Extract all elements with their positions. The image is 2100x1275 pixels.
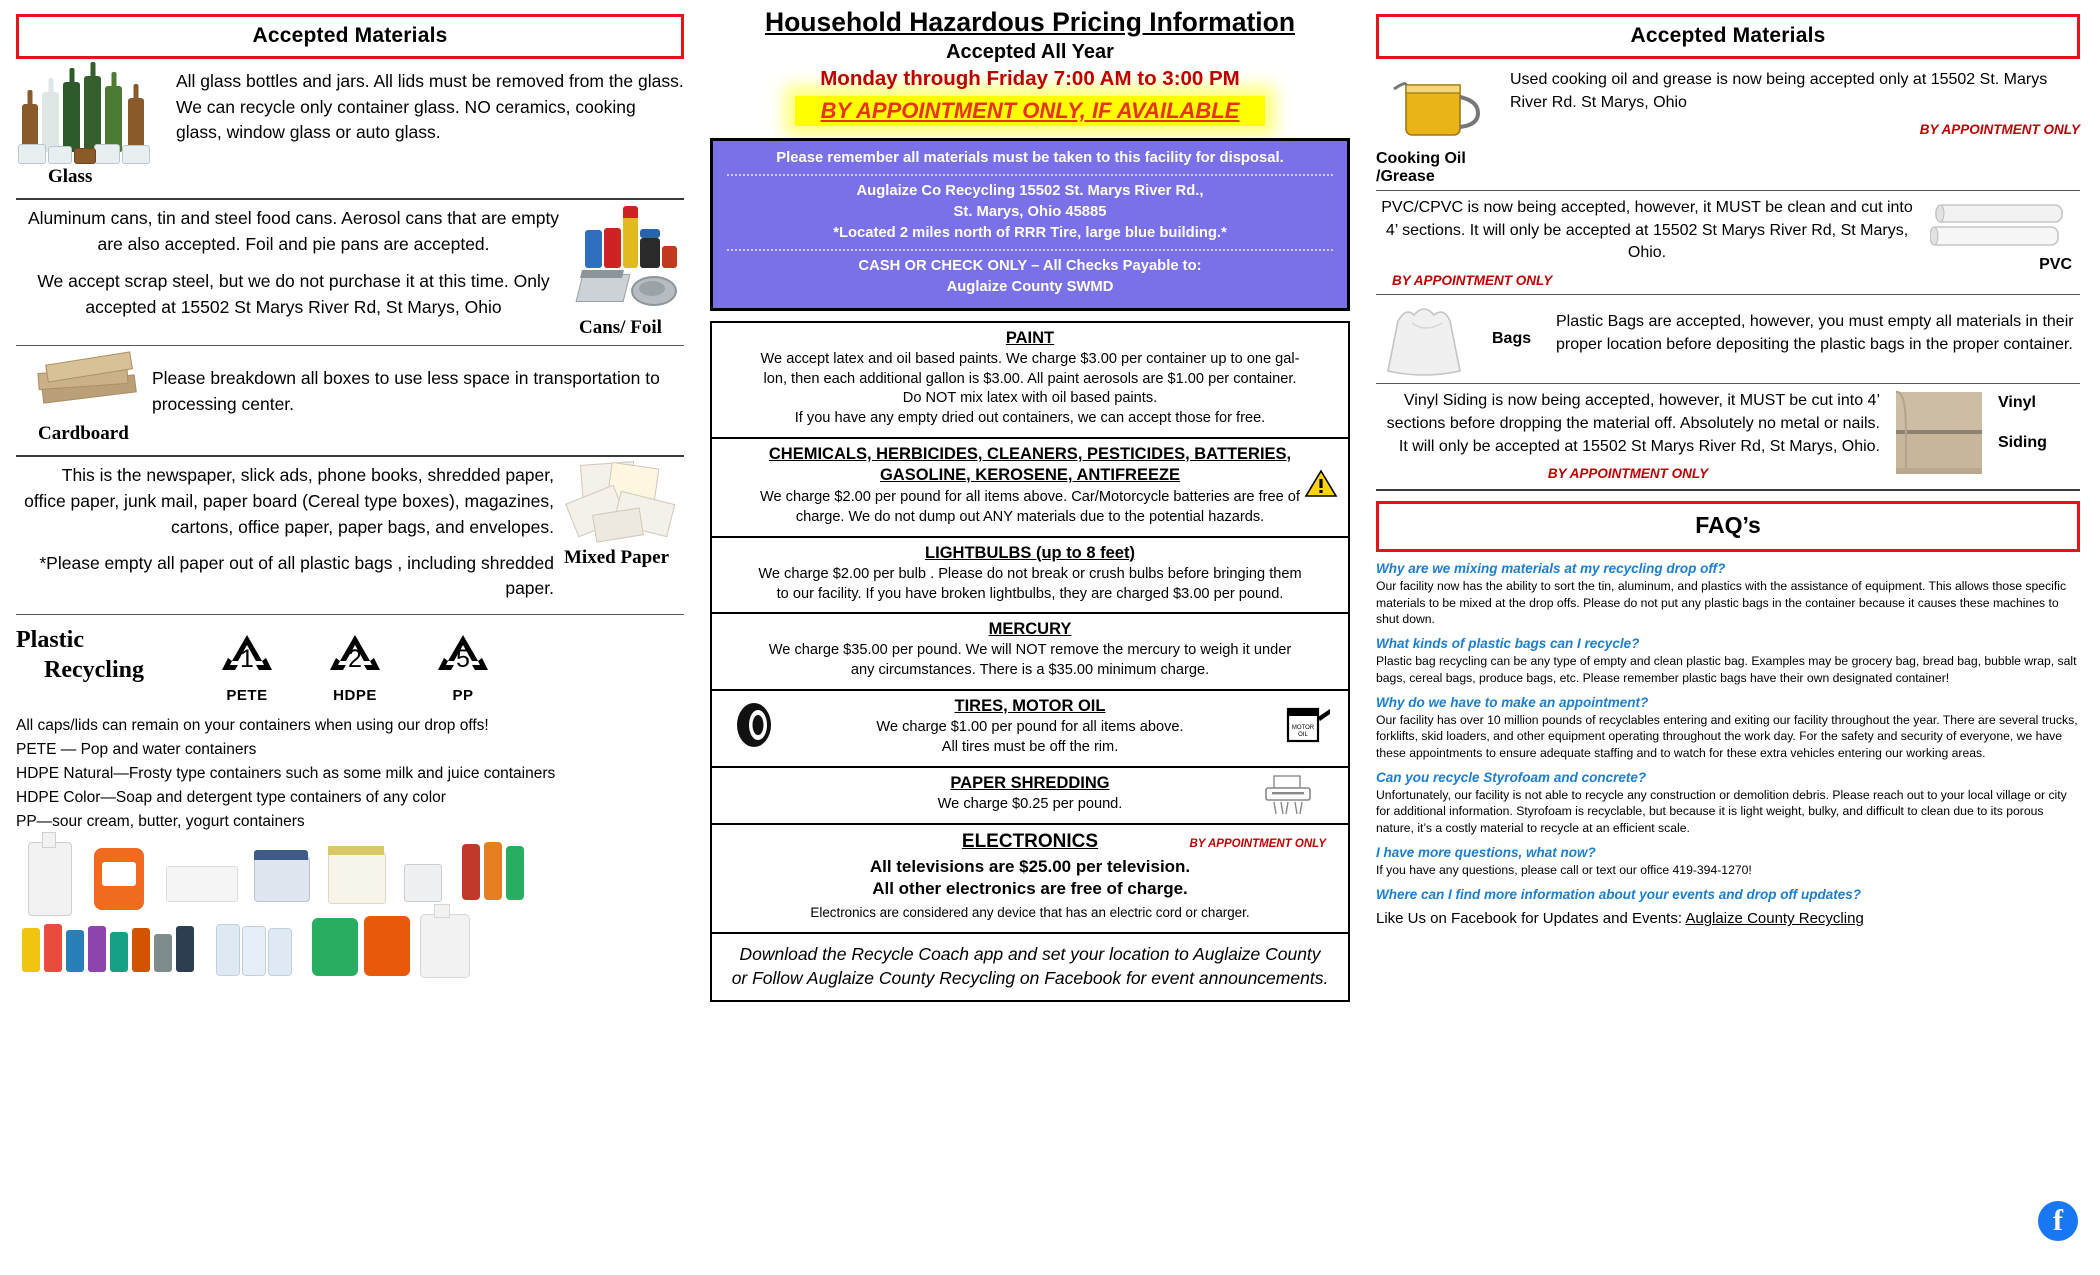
mercury-title: MERCURY bbox=[988, 620, 1072, 639]
recycle-symbol-5 bbox=[432, 631, 494, 704]
lightbulbs-title: LIGHTBULBS (up to 8 feet) bbox=[925, 543, 1135, 562]
price-item-chemicals bbox=[710, 439, 1350, 538]
appointment-banner: BY APPOINTMENT ONLY, IF AVAILABLE bbox=[795, 96, 1265, 126]
pvc-description: PVC/CPVC is now being accepted, however, it MUST be clean and cut into 4’ sections. It will only be accepted at 15502 St Marys River Rd, St Marys, Ohio. bbox=[1381, 199, 1913, 262]
right-divider-3 bbox=[1376, 383, 2080, 384]
plastic-title-line1: Plastic bbox=[16, 627, 84, 654]
faq-question: Why do we have to make an appointment? bbox=[1376, 695, 1649, 711]
right-divider-2 bbox=[1376, 294, 2080, 295]
section-glass bbox=[16, 69, 684, 188]
cans-description-2: We accept scrap steel, but we do not purchase it at this time. Only accepted at 15502 St Marys River Rd, St Marys, Ohio bbox=[37, 271, 550, 318]
faq-item bbox=[1376, 561, 2080, 627]
faq-item bbox=[1376, 887, 2080, 902]
faq-header bbox=[1376, 501, 2080, 552]
recycle-coach-footnote: Download the Recycle Coach app and set your location to Auglaize County or Follow Auglaize County Recycling on Facebook for event announcements. bbox=[710, 934, 1350, 1002]
glass-bottles-icon bbox=[16, 69, 166, 164]
section-cardboard bbox=[16, 352, 684, 445]
svg-text:2: 2 bbox=[348, 645, 362, 674]
cardboard-caption: Cardboard bbox=[38, 423, 129, 445]
faq-answer: Our facility now has the ability to sort the tin, aluminum, and plastics with the assistance of equipment. This allows those specific materials to be mixed at the drop offs. Please do not put any plastic bags in the container because it causes these machines to shut down. bbox=[1376, 579, 2067, 626]
plastic-title-line2: Recycling bbox=[44, 657, 144, 684]
plastic-containers-image bbox=[16, 842, 684, 1012]
left-accepted-materials-header bbox=[16, 14, 684, 59]
faq-answer: If you have any questions, please call or text our office 419-394-1270! bbox=[1376, 863, 1752, 878]
svg-text:MOTOR: MOTOR bbox=[1291, 725, 1315, 732]
mercury-line-1: any circumstances. There is a $35.00 minimum charge. bbox=[850, 662, 1210, 679]
recycle-triangle-icon bbox=[432, 631, 494, 681]
vinyl-description: Vinyl Siding is now being accepted, however, it MUST be cut into 4’ sections before dropping the material off. Absolutely no metal or nails. It will only be accepted at 15502 St Marys River Rd, St Marys, Ohio. bbox=[1386, 392, 1880, 455]
price-item-paper-shredding bbox=[710, 768, 1350, 825]
left-column bbox=[0, 0, 700, 1275]
electronics-note: Electronics are considered any device that has an electric cord or charger. bbox=[810, 904, 1250, 920]
plastic-note-1: PETE — Pop and water containers bbox=[16, 741, 257, 759]
cardboard-description: Please breakdown all boxes to use less space in transportation to processing center. bbox=[152, 368, 660, 414]
chemicals-title: CHEMICALS, HERBICIDES, CLEANERS, PESTICIDES, BATTERIES, bbox=[768, 445, 1292, 464]
cardboard-icon bbox=[36, 352, 138, 414]
price-item-lightbulbs bbox=[710, 538, 1350, 615]
paint-title: PAINT bbox=[1005, 328, 1055, 347]
glass-description: All glass bottles and jars. All lids must be removed from the glass. We can recycle only container glass. NO ceramics, cooking glass, window glass or auto glass. bbox=[176, 71, 684, 143]
section-plastic-recycling bbox=[16, 627, 684, 1012]
section-vinyl-siding bbox=[1376, 390, 2080, 481]
facebook-line-prefix: Like Us on Facebook for Updates and Events: bbox=[1376, 910, 1686, 928]
faq-question: Can you recycle Styrofoam and concrete? bbox=[1376, 770, 1647, 786]
lightbulbs-line-1: to our facility. If you have broken lightbulbs, they are charged $3.00 per pound. bbox=[776, 585, 1284, 602]
cooking-oil-icon bbox=[1388, 69, 1488, 143]
faq-answer: Our facility has over 10 million pounds of recyclables entering and exiting our facility throughout the year. There are several trucks, forklifts, skid loaders, and other equipment operating throughout the work day. For the safety and security of everyone, we have these appointments to ensure adequate staffing and to watch for these extra vehicles entering our working areas. bbox=[1376, 713, 2078, 760]
divider-1 bbox=[16, 198, 684, 200]
plastic-note-0: All caps/lids can remain on your containers when using our drop offs! bbox=[16, 717, 489, 735]
mixed-paper-description-1: This is the newspaper, slick ads, phone books, shredded paper, office paper, junk mail, paper board (Cereal type boxes), magazines, cartons, office paper, paper bags, and envelopes. bbox=[24, 465, 554, 537]
left-header-label: Accepted Materials bbox=[252, 24, 448, 47]
recycle-symbol-1 bbox=[216, 631, 278, 704]
plastic-note-2: HDPE Natural—Frosty type containers such as some milk and juice containers bbox=[16, 765, 556, 783]
paint-line-2: Do NOT mix latex with oil based paints. bbox=[902, 390, 1158, 407]
hazard-warning-icon bbox=[1304, 469, 1338, 499]
recycle-code-1: PETE bbox=[226, 687, 268, 705]
recycle-symbol-2 bbox=[324, 631, 386, 704]
pvc-appointment-badge: BY APPOINTMENT ONLY bbox=[1392, 273, 1553, 289]
svg-text:1: 1 bbox=[240, 645, 254, 674]
shredding-title: PAPER SHREDDING bbox=[950, 773, 1110, 792]
tires-title: TIRES, MOTOR OIL bbox=[954, 697, 1106, 716]
facebook-page-link[interactable]: Auglaize County Recycling bbox=[1685, 910, 1864, 928]
section-mixed-paper bbox=[16, 463, 684, 602]
cooking-oil-description: Used cooking oil and grease is now being accepted only at 15502 St. Marys River Rd. St Marys, Ohio bbox=[1510, 71, 2048, 111]
faq-list bbox=[1376, 561, 2080, 902]
faq-item bbox=[1376, 636, 2080, 686]
price-item-paint bbox=[710, 321, 1350, 439]
chemicals-title2: GASOLINE, KEROSENE, ANTIFREEZE bbox=[879, 466, 1181, 485]
glass-caption: Glass bbox=[48, 166, 93, 187]
section-plastic-bags bbox=[1376, 301, 2080, 377]
plastic-note-4: PP—sour cream, butter, yogurt containers bbox=[16, 813, 305, 831]
info-dotted-divider-1 bbox=[727, 174, 1333, 176]
faq-question: What kinds of plastic bags can I recycle? bbox=[1376, 636, 1640, 652]
svg-text:OIL: OIL bbox=[1298, 732, 1308, 739]
cooking-oil-caption: Cooking Oil /Grease bbox=[1376, 150, 1466, 185]
right-column bbox=[1360, 0, 2100, 1275]
info-dotted-divider-2 bbox=[727, 249, 1333, 251]
pvc-pipe-icon bbox=[1930, 197, 2070, 259]
chemicals-line-1: charge. We do not dump out ANY materials due to the potential hazards. bbox=[795, 508, 1265, 525]
electronics-title: ELECTRONICS bbox=[961, 830, 1099, 852]
section-pvc bbox=[1376, 197, 2080, 288]
divider-2 bbox=[16, 345, 684, 346]
info-line-6: Auglaize County SWMD bbox=[946, 278, 1114, 295]
faq-question: Where can I find more information about your events and drop off updates? bbox=[1376, 887, 1862, 903]
info-line-4: *Located 2 miles north of RRR Tire, large blue building.* bbox=[833, 224, 1227, 241]
paint-line-1: lon, then each additional gallon is $3.00. All paint aerosols are $1.00 per container. bbox=[763, 370, 1297, 387]
right-divider-4 bbox=[1376, 489, 2080, 491]
cans-icon bbox=[585, 206, 677, 268]
tire-icon bbox=[730, 701, 778, 749]
recycle-triangle-icon bbox=[216, 631, 278, 681]
vinyl-appointment-badge: BY APPOINTMENT ONLY bbox=[1547, 466, 1709, 482]
right-accepted-materials-header bbox=[1376, 14, 2080, 59]
center-subtitle: Accepted All Year bbox=[946, 40, 1114, 63]
recycle-triangle-icon bbox=[324, 631, 386, 681]
foil-pie-pan-icon bbox=[579, 270, 674, 316]
center-hours: Monday through Friday 7:00 AM to 3:00 PM bbox=[820, 66, 1240, 90]
faq-answer: Plastic bag recycling can be any type of empty and clean plastic bag. Examples may be grocery bag, bread bag, bubble wrap, salt bags, cereal bags, produce bags, etc. Please remember plastic bags have their own designated container! bbox=[1376, 654, 2077, 685]
mixed-paper-icon bbox=[564, 463, 674, 545]
svg-text:5: 5 bbox=[456, 645, 470, 674]
cooking-oil-appointment-badge: BY APPOINTMENT ONLY bbox=[1919, 122, 2080, 138]
info-line-3: St. Marys, Ohio 45885 bbox=[953, 203, 1107, 220]
facility-info-box bbox=[710, 138, 1350, 311]
vinyl-caption-line1: Vinyl bbox=[1998, 394, 2036, 412]
lightbulbs-line-0: We charge $2.00 per bulb . Please do not break or crush bulbs before bringing them bbox=[758, 565, 1302, 582]
chemicals-line-0: We charge $2.00 per pound for all items above. Car/Motorcycle batteries are free of bbox=[760, 489, 1300, 506]
info-line-5: CASH OR CHECK ONLY – All Checks Payable to: bbox=[858, 257, 1202, 274]
plastic-bag-icon bbox=[1376, 301, 1486, 377]
bags-description: Plastic Bags are accepted, however, you must empty all materials in their proper location before depositing the plastic bags in the proper container. bbox=[1556, 313, 2074, 353]
faq-header-label: FAQ’s bbox=[1695, 512, 1761, 539]
faq-item bbox=[1376, 845, 2080, 878]
divider-4 bbox=[16, 614, 684, 615]
recycle-code-5: PP bbox=[452, 687, 474, 705]
right-header-label: Accepted Materials bbox=[1630, 24, 1826, 47]
right-divider-1 bbox=[1376, 190, 2080, 191]
info-line-1: Please remember all materials must be taken to this facility for disposal. bbox=[776, 149, 1284, 166]
tires-line-0: We charge $1.00 per pound for all items above. bbox=[876, 719, 1184, 736]
center-column bbox=[700, 0, 1360, 1275]
section-cans-foil bbox=[16, 206, 684, 339]
facebook-icon[interactable]: f bbox=[2038, 1201, 2078, 1241]
price-item-electronics bbox=[710, 825, 1350, 934]
mixed-paper-description-2: *Please empty all paper out of all plastic bags , including shredded paper. bbox=[39, 552, 554, 599]
shredding-line-0: We charge $0.25 per pound. bbox=[937, 795, 1123, 812]
cans-foil-caption: Cans/ Foil bbox=[579, 317, 662, 338]
faq-item bbox=[1376, 770, 2080, 836]
section-cooking-oil bbox=[1376, 69, 2080, 186]
price-item-mercury bbox=[710, 614, 1350, 691]
bags-caption: Bags bbox=[1492, 330, 1532, 348]
vinyl-siding-icon bbox=[1890, 390, 1990, 476]
recycle-symbol-row bbox=[216, 627, 494, 704]
paint-line-3: If you have any empty dried out containers, we can accept those for free. bbox=[794, 410, 1266, 427]
shredder-icon bbox=[1262, 774, 1314, 816]
facebook-line bbox=[1376, 910, 2080, 927]
price-item-tires-motor-oil bbox=[710, 691, 1350, 768]
paint-line-0: We accept latex and oil based paints. We charge $3.00 per container up to one gal- bbox=[760, 350, 1300, 367]
motor-oil-icon bbox=[1282, 699, 1334, 747]
plastic-note-3: HDPE Color—Soap and detergent type containers of any color bbox=[16, 789, 446, 807]
faq-item bbox=[1376, 695, 2080, 761]
faq-answer: Unfortunately, our facility is not able to recycle any construction or demolition debris. Please reach out to your local village or city for additional information. Styrofoam is recyclable, but because it is light weight, bulky, and difficult to clean due to its porous nature, it’s a costly material to recycle at an efficient scale. bbox=[1376, 788, 2067, 835]
mercury-line-0: We charge $35.00 per pound. We will NOT remove the mercury to weigh it under bbox=[768, 642, 1292, 659]
tires-line-1: All tires must be off the rim. bbox=[941, 738, 1119, 755]
cans-description-1: Aluminum cans, tin and steel food cans. Aerosol cans that are empty are also accepted. Foil and pie pans are accepted. bbox=[27, 208, 560, 254]
info-line-2: Auglaize Co Recycling 15502 St. Marys River Rd., bbox=[856, 182, 1204, 199]
mixed-paper-caption: Mixed Paper bbox=[564, 547, 670, 569]
divider-3 bbox=[16, 455, 684, 457]
electronics-appointment-badge: BY APPOINTMENT ONLY bbox=[1189, 837, 1326, 850]
electronics-big-1: All other electronics are free of charge. bbox=[872, 879, 1188, 899]
faq-question: Why are we mixing materials at my recycling drop off? bbox=[1376, 561, 1726, 577]
faq-question: I have more questions, what now? bbox=[1376, 845, 1596, 861]
pvc-caption: PVC bbox=[2039, 256, 2072, 273]
electronics-big-0: All televisions are $25.00 per television. bbox=[869, 856, 1191, 876]
center-title: Household Hazardous Pricing Information bbox=[764, 7, 1296, 37]
recycle-code-2: HDPE bbox=[333, 687, 377, 705]
vinyl-caption-line2: Siding bbox=[1998, 434, 2047, 452]
